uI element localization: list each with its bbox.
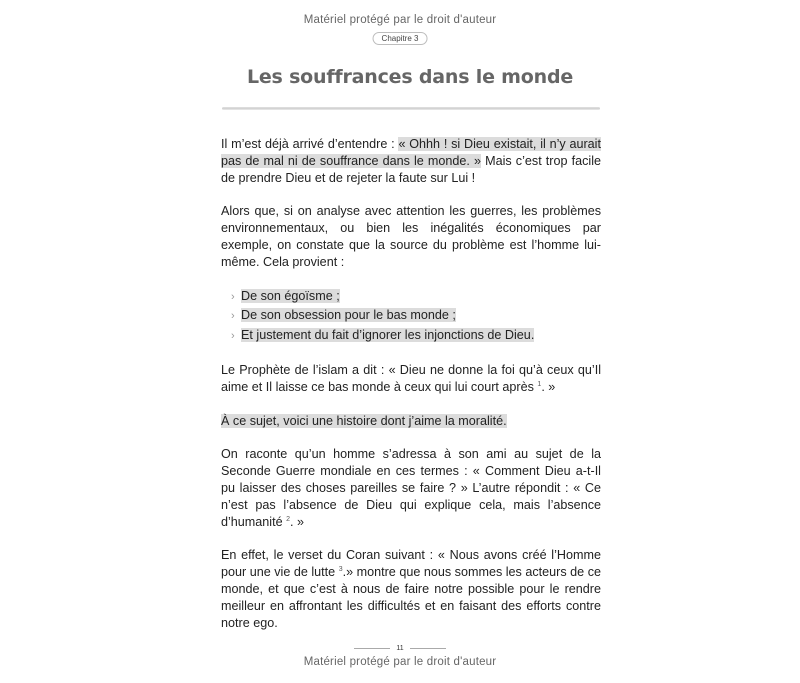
paragraph-1-intro: Il m’est déjà arrivé d’entendre : bbox=[221, 137, 399, 151]
list-item-text: De son égoïsme ; bbox=[241, 288, 340, 303]
list-item bbox=[231, 307, 601, 325]
footnote-ref-2[interactable]: 2 bbox=[286, 515, 291, 523]
paragraph-1 bbox=[221, 136, 601, 186]
copyright-watermark-top: Matériel protégé par le droit d'auteur bbox=[303, 14, 497, 26]
list-item-text: De son obsession pour le bas monde ; bbox=[241, 308, 456, 323]
page-number: 11 bbox=[396, 645, 404, 652]
chapter-label: Chapitre 3 bbox=[373, 32, 428, 45]
chevron-right-icon: › bbox=[231, 330, 235, 343]
paragraph-3-end: . » bbox=[541, 379, 556, 394]
paragraph-6 bbox=[221, 547, 601, 631]
page-number-rule-right bbox=[410, 648, 446, 649]
highlighted-sentence: À ce sujet, voici une histoire dont j’aime la moralité. bbox=[221, 413, 507, 428]
paragraph-5 bbox=[221, 446, 601, 530]
paragraph-6-text: En effet, le verset du Coran suivant : « Nous avons créé l’Homme pour une vie de lutte bbox=[221, 548, 601, 580]
copyright-watermark-bottom: Matériel protégé par le droit d'auteur bbox=[303, 656, 497, 668]
list-item-text: Et justement du fait d’ignorer les injonctions de Dieu. bbox=[241, 328, 535, 343]
page-number-block bbox=[0, 645, 800, 652]
footnote-ref-3[interactable]: 3 bbox=[338, 565, 343, 573]
list-item bbox=[231, 327, 601, 345]
paragraph-2: Alors que, si on analyse avec attention les guerres, les problèmes environnementaux, ou bien les inégalités économiques par exemple, on constate que la source du problème est l’homme lui-même. Cela provient : bbox=[221, 204, 601, 269]
paragraph-4 bbox=[221, 413, 601, 430]
chapter-body bbox=[221, 136, 601, 648]
page-number-rule-left bbox=[354, 648, 390, 649]
paragraph-3 bbox=[221, 362, 601, 396]
list-item bbox=[231, 288, 601, 306]
paragraph-1-end: Mais c’est trop facile de prendre Dieu et de rejeter la faute sur Lui ! bbox=[221, 153, 601, 185]
chevron-right-icon: › bbox=[231, 310, 235, 323]
title-divider bbox=[222, 107, 600, 110]
causes-list bbox=[221, 288, 601, 345]
paragraph-5-text: On raconte qu’un homme s’adressa à son ami au sujet de la Seconde Guerre mondiale en ces termes : « Comment Dieu a-t-Il pu laisser des choses pareilles se faire ? » L’autre répondit : « Ce n’est pas l’absence de Dieu qui explique cela, mais l’absence d’humanité bbox=[221, 447, 601, 529]
chapter-title: Les souffrances dans le monde bbox=[246, 66, 574, 88]
paragraph-5-end: . » bbox=[290, 514, 305, 529]
paragraph-3-text: Le Prophète de l’islam a dit : « Dieu ne donne la foi qu’à ceux qu’Il aime et Il laisse ce bas monde à ceux qui lui court après bbox=[221, 362, 601, 394]
highlighted-quote: « Ohhh ! si Dieu existait, il n’y aurait pas de mal ni de souffrance dans le monde. » bbox=[221, 137, 601, 168]
paragraph-6-end: .» montre que nous sommes les acteurs de ce monde, et que c’est à nous de faire notre possible pour le rendre meilleur en affrontant les difficultés et en faisant des efforts contre notre ego. bbox=[221, 565, 601, 630]
footnote-ref-1[interactable]: 1 bbox=[537, 380, 542, 388]
chevron-right-icon: › bbox=[231, 290, 235, 303]
